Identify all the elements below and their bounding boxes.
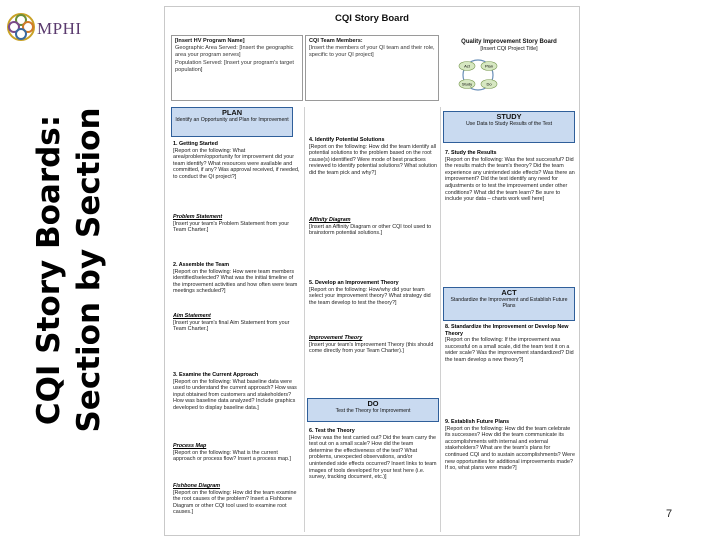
step-2-assemble-team <box>173 262 301 302</box>
header-team <box>305 35 439 101</box>
study-title: STUDY <box>496 112 522 121</box>
do-subtitle: Test the Theory for Improvement <box>335 408 411 414</box>
header-program <box>171 35 303 101</box>
step-7-study-results <box>445 150 575 250</box>
cycle-plan-label: Plan <box>484 63 494 69</box>
header-population: Population Served: [Insert your program's target population] <box>175 59 294 73</box>
step-8-standardize <box>445 324 575 398</box>
step-8-text: [Report on the following: If the improvement was successful on a small scale, did the team test it on a wider scale? Was the improvement standardized? Did the team develop a new theory?] <box>445 337 574 363</box>
do-title: DO <box>367 399 379 408</box>
affinity-text: [Insert an Affinity Diagram or other CQI tool used to brainstorm potential solutions.] <box>309 223 432 237</box>
slide-title-line1: CQI Story Boards: <box>31 114 67 426</box>
plan-subtitle: Identify an Opportunity and Plan for Improvement <box>175 117 289 123</box>
step-9-text: [Report on the following: How did the team celebrate its successes? How did the team communicate its accomplishments with internal and external stakeholders? What are the team's plans for continued CQI and to sustain accomplishments? Were new opportunities for additional improvements made? If so, what plans were made?] <box>445 425 575 472</box>
step-4-potential-solutions <box>309 137 437 217</box>
step-5-text: [Report on the following: How/why did your team select your improvement theory? What strategy did the team develop to test the theory?] <box>309 286 431 306</box>
affinity-heading: Affinity Diagram <box>309 217 351 223</box>
header-program-name: [Insert HV Program Name] <box>175 38 245 44</box>
study-header <box>443 111 575 143</box>
step-8-heading: 8. Standardize the Improvement or Develop New Theory <box>445 324 569 337</box>
act-title: ACT <box>501 288 517 297</box>
aim-statement-text: [Insert your team's final Aim Statement from your Team Charter.] <box>173 319 290 333</box>
step-5-improvement-theory <box>309 280 437 320</box>
step-2-text: [Report on the following: How were team members identified/selected? What was the initial timeline of the improvement activities and how often were team meetings scheduled?] <box>173 268 298 295</box>
fishbone-text: [Report on the following: How did the team examine the root causes of the problem? Insert a Fishbone Diagram or other CQI tool used to examine root causes.] <box>173 489 297 516</box>
slide-title <box>28 0 124 540</box>
problem-statement-heading: Problem Statement <box>173 214 223 220</box>
cycle-do-label: Do <box>486 81 492 87</box>
step-6-heading: 6. Test the Theory <box>309 428 355 434</box>
step-3-text: [Report on the following: What baseline data were used to understand the current approach? How was input obtained from customers and stakeholders? How was baseline data analyzed? Include graphics developed to display baseline data.] <box>173 378 297 411</box>
step-7-text: [Report on the following: Was the test successful? Did the results match the team's theory? Did the team experience any unintended side effects? Was there an improvement? Did the test identify any need for adjustments or to test the improvement under other conditions? What did the team learn? Be sure to include your data – charts work well here] <box>445 156 575 203</box>
cycle-study-label: Study <box>461 81 473 87</box>
improvement-theory-heading: Improvement Theory <box>309 335 363 341</box>
story-board <box>164 6 580 536</box>
step-3-examine-approach <box>173 372 301 434</box>
plan-title: PLAN <box>221 108 243 117</box>
cycle-act-label: Act <box>464 63 470 69</box>
step-2-heading: 2. Assemble the Team <box>173 262 230 268</box>
aim-statement <box>173 313 301 335</box>
qi-board-title: Quality Improvement Story Board <box>461 39 557 45</box>
column-divider-left <box>304 107 305 532</box>
affinity-diagram <box>309 217 437 247</box>
problem-statement-text: [Insert your team's Problem Statement from your Team Charter.] <box>173 220 290 234</box>
page-number: 7 <box>666 508 673 520</box>
step-7-heading: 7. Study the Results <box>445 150 497 156</box>
step-4-text: [Report on the following: How did the team identify all potential solutions to the problem based on the root cause(s) identified? Were mode of best practices reviewed to identify potential solutions? What solution did the team pick and why?] <box>309 143 437 176</box>
story-board-title: CQI Story Board <box>335 13 409 24</box>
process-map-heading: Process Map <box>173 443 207 449</box>
pdsa-cycle-diagram <box>455 54 501 96</box>
plan-header <box>171 107 293 137</box>
step-1-heading: 1. Getting Started <box>173 141 218 147</box>
step-5-heading: 5. Develop an Improvement Theory <box>309 280 399 286</box>
column-divider-right <box>440 107 441 532</box>
step-9-future-plans <box>445 419 575 531</box>
slide-title-line2: Section by Section <box>71 107 107 433</box>
improvement-theory-text: [Insert your team's Improvement Theory (this should come directly from your Team Charter).] <box>309 341 434 355</box>
aim-statement-heading: Aim Statement <box>173 313 211 319</box>
improvement-theory <box>309 335 437 375</box>
fishbone-heading: Fishbone Diagram <box>173 483 221 489</box>
problem-statement <box>173 214 301 236</box>
act-subtitle: Standardize the Improvement and Establish Future Plans <box>450 297 568 310</box>
qi-project-title: [Insert CQI Project Title] <box>480 46 538 52</box>
step-9-heading: 9. Establish Future Plans <box>445 419 510 425</box>
do-header <box>307 398 439 422</box>
process-map <box>173 443 301 473</box>
header-team-title: CQI Team Members: <box>309 38 363 44</box>
study-subtitle: Use Data to Study Results of the Test <box>465 121 553 127</box>
act-header <box>443 287 575 321</box>
step-1-text: [Report on the following: What area/problem/opportunity for improvement did your team identify? What resources were available and committed, if any? Was approval received, if needed, to conduct the QI project?] <box>173 147 300 180</box>
fishbone-diagram <box>173 483 301 531</box>
step-1-getting-started <box>173 141 301 211</box>
step-6-text: [How was the test carried out? Did the team carry the test out on a small scale? How did the team determine the effectiveness of the test? What problems, unexpected observations, and/or unintended side effects occurred? Insert links to team images of tools developed for your test here (i.e. survey, tracking document, etc.)] <box>309 434 437 481</box>
step-6-test-theory <box>309 428 437 526</box>
process-map-text: [Report on the following: What is the current approach or process flow? Insert a process map.] <box>173 449 292 463</box>
header-geographic-area: Geographic Area Served: [Insert the geographic area your program serves] <box>175 45 294 59</box>
step-4-heading: 4. Identify Potential Solutions <box>309 137 385 143</box>
logo-text: MPHI <box>37 19 82 38</box>
step-3-heading: 3. Examine the Current Approach <box>173 372 259 378</box>
header-team-text: [Insert the members of your QI team and their role, specific to your QI project] <box>309 45 435 59</box>
